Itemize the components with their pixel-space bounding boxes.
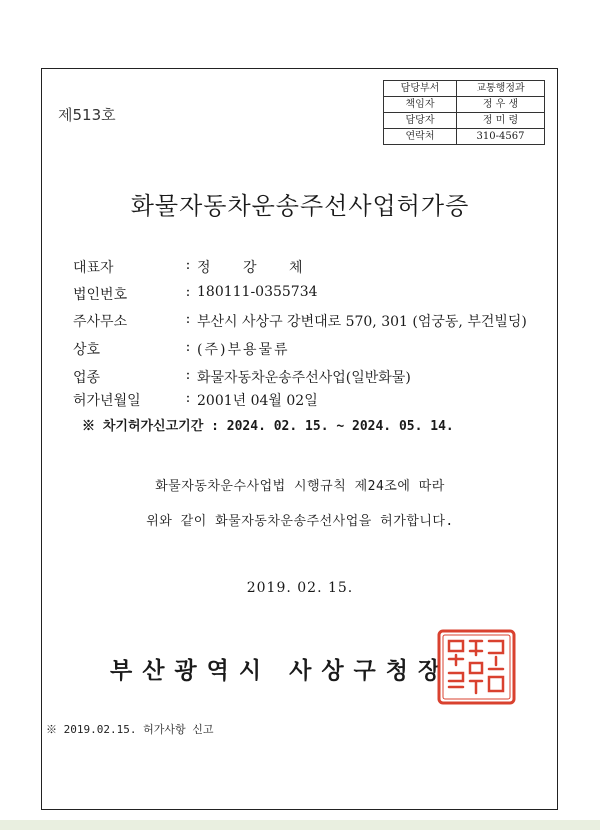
table-row [384,97,545,113]
staff-label: 담당자 [384,113,457,129]
issuer-name: 부산광역시 사상구청장 [110,657,451,684]
contact-label: 연락처 [384,129,457,145]
official-seal-icon [437,629,516,705]
dept-label: 담당부서 [384,81,457,97]
issue-date: 2019. 02. 15. [246,580,354,596]
field-business-type: 업종 : 화물자동차운송주선사업(일반화물) [73,367,411,386]
manager-value: 정 우 생 [457,97,545,113]
document-title: 화물자동차운송주선사업허가증 [130,192,470,220]
field-value: 180111-0355734 [197,284,318,300]
renewal-notice: ※ 차기허가신고기간 : 2024. 02. 15. ~ 2024. 05. 14. [82,419,454,434]
field-permit-date: 허가년월일 : 2001년 04월 02일 [73,390,318,409]
body-line-2: 위와 같이 화물자동차운송주선사업을 허가합니다. [146,514,454,529]
field-value: 부산시 사상구 강변대로 570, 301 (엄궁동, 부건빌딩) [197,314,527,330]
contact-value: 310-4567 [457,129,545,145]
footnote: ※ 2019.02.15. 허가사항 신고 [46,723,214,736]
body-line-1: 화물자동차운수사업법 시행규칙 제24조에 따라 [155,479,445,494]
field-value: (주)부용물류 [197,342,290,358]
field-head-office: 주사무소 : 부산시 사상구 강변대로 570, 301 (엄궁동, 부건빌딩) [73,311,527,330]
field-value: 화물자동차운송주선사업(일반화물) [197,370,411,386]
table-row [384,113,545,129]
field-label: 법인번호 [73,287,128,303]
page-bottom-strip [0,820,600,830]
table-row [384,129,545,145]
table-row [384,81,545,97]
field-label: 허가년월일 [73,393,141,409]
department-table [383,80,545,145]
serial-number: 제513호 [58,106,116,124]
field-corporate-number: 법인번호 : 180111-0355734 [73,284,318,303]
manager-label: 책임자 [384,97,457,113]
field-value: 정 강 체 [197,260,317,276]
field-representative: 대표자 : 정 강 체 [73,257,317,276]
field-label: 상호 [73,342,101,358]
dept-value: 교통행정과 [457,81,545,97]
field-company-name: 상호 : (주)부용물류 [73,339,290,358]
field-value: 2001년 04월 02일 [197,393,318,409]
field-label: 주사무소 [73,314,128,330]
staff-value: 정 미 령 [457,113,545,129]
field-label: 업종 [73,370,101,386]
field-label: 대표자 [73,260,114,276]
